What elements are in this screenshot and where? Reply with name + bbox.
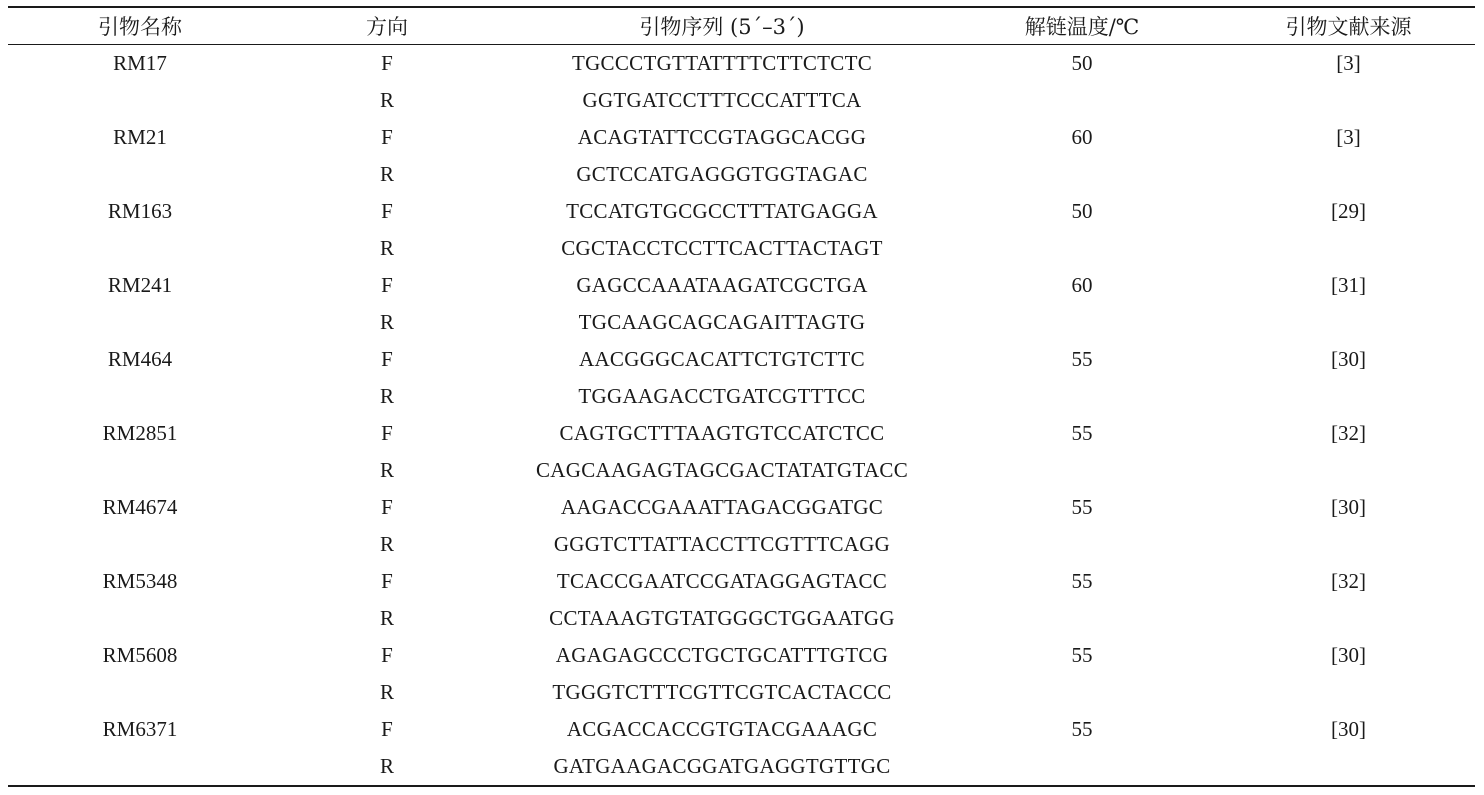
reference-cell <box>1222 378 1475 415</box>
direction-cell: R <box>379 162 394 186</box>
sequence-cell: GGGTCTTATTACCTTCGTTTCAGG <box>553 532 891 556</box>
direction-cell: F <box>381 717 393 741</box>
direction-cell: R <box>272 748 502 786</box>
direction-cell: F <box>381 125 393 149</box>
primer-name-cell: RM6371 <box>102 717 178 741</box>
reference-cell: [30] <box>1331 495 1366 519</box>
primer-name-cell: RM5608 <box>102 643 178 667</box>
sequence-cell: GAGCCAAATAAGATCGCTGA <box>576 273 868 297</box>
reference-cell <box>1222 600 1475 637</box>
direction-cell: F <box>381 421 393 445</box>
direction-cell: F <box>381 569 393 593</box>
melting-temperature-cell: 55 <box>1071 347 1093 371</box>
reference-cell: [29] <box>1331 199 1366 223</box>
direction-cell: R <box>379 310 394 334</box>
sequence-cell: CAGTGCTTTAAGTGTCCATCTCC <box>559 421 885 445</box>
reference-cell <box>1222 526 1475 563</box>
primer-name-cell: RM17 <box>113 51 167 75</box>
table-row <box>8 45 1475 83</box>
table-row <box>8 674 1475 711</box>
reference-cell: [30] <box>1331 643 1366 667</box>
header-direction: 方向 <box>272 7 502 45</box>
direction-cell: R <box>379 458 394 482</box>
direction-cell: F <box>381 347 393 371</box>
table-row <box>8 415 1475 452</box>
table-row <box>8 82 1475 119</box>
primer-name-cell <box>8 526 272 563</box>
header-sequence: 引物序列 (5´–3´) <box>502 7 942 45</box>
sequence-cell: GCTCCATGAGGGTGGTAGAC <box>576 162 868 186</box>
melting-temperature-cell: 55 <box>1071 495 1093 519</box>
melting-temperature-cell <box>942 304 1222 341</box>
melting-temperature-cell: 50 <box>1071 199 1093 223</box>
melting-temperature-cell: 50 <box>1071 51 1093 75</box>
header-primer-name: 引物名称 <box>8 7 272 45</box>
melting-temperature-cell <box>942 230 1222 267</box>
melting-temperature-cell: 55 <box>1071 717 1093 741</box>
reference-cell <box>1222 452 1475 489</box>
sequence-cell: ACAGTATTCCGTAGGCACGG <box>577 125 867 149</box>
sequence-cell: TGCCCTGTTATTTTCTTCTCTC <box>571 51 873 75</box>
melting-temperature-cell: 55 <box>1071 421 1093 445</box>
sequence-cell: TGCAAGCAGCAGAITTAGTG <box>578 310 866 334</box>
primer-name-cell: RM21 <box>113 125 167 149</box>
primer-name-cell: RM241 <box>107 273 173 297</box>
reference-cell <box>1222 230 1475 267</box>
sequence-cell: CAGCAAGAGTAGCGACTATATGTACC <box>535 458 909 482</box>
reference-cell: [3] <box>1336 125 1361 149</box>
header-melting-temperature: 解链温度/℃ <box>942 7 1222 45</box>
reference-cell <box>1222 674 1475 711</box>
primer-name-cell <box>8 600 272 637</box>
direction-cell: R <box>379 532 394 556</box>
primer-name-cell: RM464 <box>107 347 173 371</box>
reference-cell: [31] <box>1331 273 1366 297</box>
primer-name-cell <box>8 378 272 415</box>
direction-cell: F <box>381 199 393 223</box>
primer-name-cell <box>8 82 272 119</box>
primer-table <box>8 6 1475 787</box>
melting-temperature-cell <box>942 674 1222 711</box>
sequence-cell: TGGAAGACCTGATCGTTTCC <box>578 384 866 408</box>
direction-cell: F <box>381 643 393 667</box>
table-row <box>8 489 1475 526</box>
melting-temperature-cell: 55 <box>1071 569 1093 593</box>
direction-cell: F <box>381 51 393 75</box>
primer-name-cell: RM2851 <box>102 421 178 445</box>
direction-cell: R <box>379 88 394 112</box>
table-row <box>8 156 1475 193</box>
table-row <box>8 452 1475 489</box>
reference-cell: [32] <box>1331 421 1366 445</box>
reference-cell: [3] <box>1336 51 1361 75</box>
sequence-cell: TCCATGTGCGCCTTTATGAGGA <box>566 199 878 223</box>
melting-temperature-cell: 60 <box>1071 125 1093 149</box>
table-row <box>8 748 1475 786</box>
direction-cell: R <box>379 384 394 408</box>
direction-cell: R <box>379 236 394 260</box>
sequence-cell: AAGACCGAAATTAGACGGATGC <box>560 495 884 519</box>
reference-cell <box>1222 304 1475 341</box>
primer-name-cell <box>8 452 272 489</box>
table-body <box>8 45 1475 787</box>
table-header <box>8 7 1475 45</box>
table-row <box>8 378 1475 415</box>
melting-temperature-cell <box>942 378 1222 415</box>
melting-temperature-cell: 55 <box>1071 643 1093 667</box>
primer-name-cell <box>8 304 272 341</box>
table-row <box>8 267 1475 304</box>
sequence-cell: GGTGATCCTTTCCCATTTCA <box>582 88 862 112</box>
primer-name-cell <box>8 230 272 267</box>
sequence-cell: GATGAAGACGGATGAGGTGTTGC <box>502 748 942 786</box>
sequence-cell: TCACCGAATCCGATAGGAGTACC <box>556 569 888 593</box>
header-reference-source: 引物文献来源 <box>1222 7 1475 45</box>
table-row <box>8 526 1475 563</box>
reference-cell <box>1222 82 1475 119</box>
direction-cell: R <box>379 680 394 704</box>
table-row <box>8 230 1475 267</box>
direction-cell: R <box>379 606 394 630</box>
table-row <box>8 563 1475 600</box>
sequence-cell: TGGGTCTTTCGTTCGTCACTACCC <box>552 680 892 704</box>
header-row <box>8 7 1475 45</box>
reference-cell <box>1222 156 1475 193</box>
primer-name-cell <box>8 674 272 711</box>
sequence-cell: CGCTACCTCCTTCACTTACTAGT <box>561 236 883 260</box>
melting-temperature-cell <box>942 156 1222 193</box>
table-row <box>8 711 1475 748</box>
table-row <box>8 637 1475 674</box>
melting-temperature-cell <box>942 82 1222 119</box>
primer-name-cell: RM5348 <box>102 569 178 593</box>
primer-name-cell <box>8 156 272 193</box>
sequence-cell: ACGACCACCGTGTACGAAAGC <box>566 717 878 741</box>
melting-temperature-cell <box>942 526 1222 563</box>
primer-name-cell <box>8 748 272 786</box>
melting-temperature-cell: 60 <box>1071 273 1093 297</box>
direction-cell: F <box>381 273 393 297</box>
sequence-cell: AACGGGCACATTCTGTCTTC <box>578 347 865 371</box>
table-row <box>8 193 1475 230</box>
sequence-cell: CCTAAAGTGTATGGGCTGGAATGG <box>549 606 895 630</box>
reference-cell: [32] <box>1331 569 1366 593</box>
table-row <box>8 119 1475 156</box>
table-row <box>8 304 1475 341</box>
primer-name-cell: RM4674 <box>102 495 178 519</box>
reference-cell: [30] <box>1331 717 1366 741</box>
table-row <box>8 600 1475 637</box>
reference-cell <box>1222 748 1475 786</box>
direction-cell: F <box>381 495 393 519</box>
melting-temperature-cell <box>942 600 1222 637</box>
primer-name-cell: RM163 <box>107 199 173 223</box>
melting-temperature-cell <box>942 748 1222 786</box>
table-row <box>8 341 1475 378</box>
reference-cell: [30] <box>1331 347 1366 371</box>
melting-temperature-cell <box>942 452 1222 489</box>
sequence-cell: AGAGAGCCCTGCTGCATTTGTCG <box>555 643 889 667</box>
